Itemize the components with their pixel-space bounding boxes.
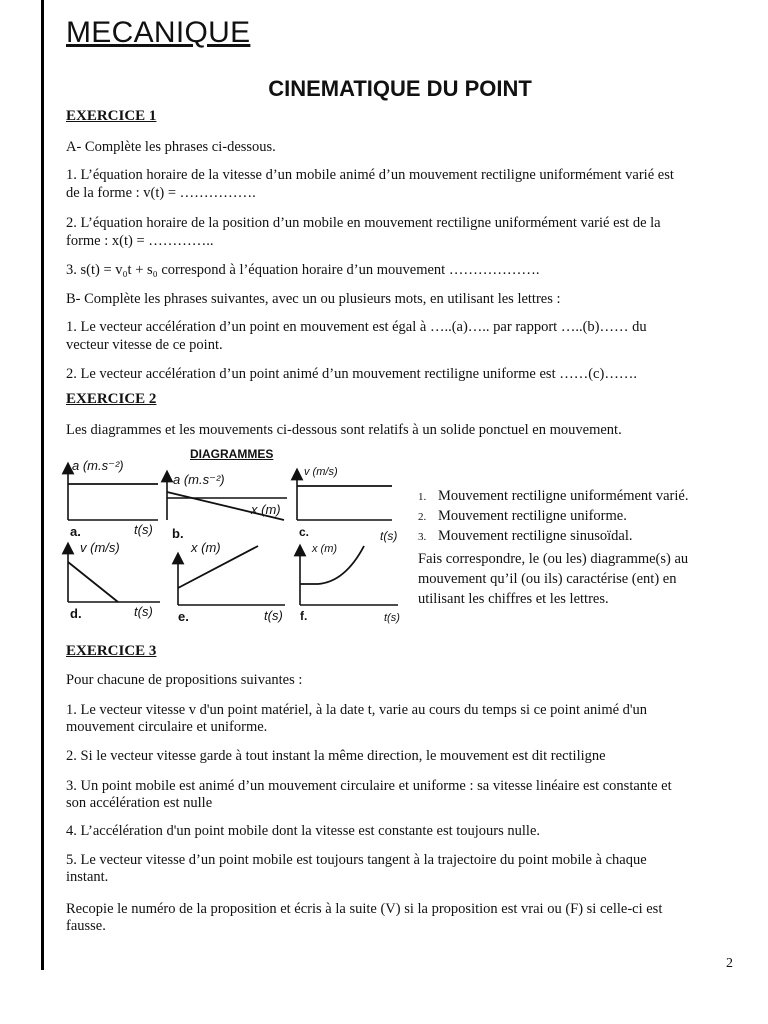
diagram-c-letter: c.: [299, 525, 310, 539]
ex2-intro: Les diagrammes et les mouvements ci-dessous sont relatifs à un solide ponctuel en mouvement.: [66, 422, 622, 438]
ex1-part-a-intro: A- Complète les phrases ci-dessous.: [66, 139, 276, 155]
diagram-a-ylabel: a (m.s⁻²): [72, 458, 124, 473]
page-number: 2: [726, 956, 733, 971]
ex3-p1-line2: mouvement circulaire et uniforme.: [66, 719, 268, 735]
diagram-b-ylabel: a (m.s⁻²): [173, 472, 225, 487]
exercise-2-heading: EXERCICE 2: [66, 391, 157, 407]
diagram-a-xlabel: t(s): [134, 522, 153, 537]
list-item: [418, 487, 688, 507]
ex3-p3-line1: 3. Un point mobile est animé d’un mouvement circulaire et uniforme : sa vitesse linéaire est constante et: [66, 778, 672, 794]
ex1-b1-line1: 1. Le vecteur accélération d’un point en mouvement est égal à …..(a)….. par rapport …..(b)…… du: [66, 319, 647, 335]
diagram-c-ylabel: v (m/s): [304, 466, 338, 478]
ex1-q1-line2: de la forme : v(t) = …………….: [66, 185, 256, 201]
ex2-instruction-line2: mouvement qu’il (ou ils) caractérise (ent) en: [418, 571, 677, 587]
ex1-q1-line1: 1. L’équation horaire de la vitesse d’un mobile animé d’un mouvement rectiligne uniformément varié est: [66, 167, 674, 183]
diagram-f-letter: f.: [300, 609, 308, 623]
ex3-final-line2: fausse.: [66, 918, 106, 934]
exercise-3-heading: EXERCICE 3: [66, 643, 157, 659]
list-item-text: Mouvement rectiligne uniforme.: [438, 508, 627, 524]
diagram-e-xlabel: t(s): [264, 608, 283, 623]
diagram-b-letter: b.: [172, 526, 184, 541]
ex1-part-b-intro: B- Complète les phrases suivantes, avec un ou plusieurs mots, en utilisant les lettres :: [66, 291, 561, 307]
ex1-q2-line1: 2. L’équation horaire de la position d’un mobile en mouvement rectiligne uniformément varié est de la: [66, 215, 661, 231]
diagram-a-letter: a.: [70, 524, 81, 539]
diagram-b-xlabel: x (m): [251, 502, 281, 517]
diagram-f-xlabel: t(s): [384, 612, 400, 624]
diagram-d-letter: d.: [70, 606, 82, 621]
ex3-final-line1: Recopie le numéro de la proposition et écris à la suite (V) si la proposition est vrai ou (F) si celle-ci est: [66, 901, 663, 917]
ex3-intro: Pour chacune de propositions suivantes :: [66, 672, 303, 688]
ex2-instruction: [418, 549, 688, 609]
ex3-p5-line1: 5. Le vecteur vitesse d’un point mobile est toujours tangent à la trajectoire du point mobile à chaque: [66, 852, 647, 868]
ex1-q3: 3. s(t) = v₀t + s₀ correspond à l’équation horaire d’un mouvement ……………….: [66, 262, 540, 278]
ex3-p4: 4. L’accélération d'un point mobile dont la vitesse est constante est toujours nulle.: [66, 823, 541, 839]
list-item-text: Mouvement rectiligne uniformément varié.: [438, 488, 689, 504]
list-item-number: 2.: [418, 511, 427, 523]
diagram-f-ylabel: x (m): [312, 543, 338, 555]
ex1-q2-line2: forme : x(t) = …………..: [66, 233, 214, 249]
ex3-p3-line2: son accélération est nulle: [66, 795, 213, 811]
ex1-b1-line2: vecteur vitesse de ce point.: [66, 337, 223, 353]
ex1-b2: 2. Le vecteur accélération d’un point animé d’un mouvement rectiligne uniforme est ……(c)…….: [66, 366, 637, 382]
diagram-e-ylabel: x (m): [191, 540, 221, 555]
list-item-number: 1.: [418, 491, 427, 503]
list-item: [418, 507, 688, 527]
diagram-d-xlabel: t(s): [134, 604, 153, 619]
list-item-number: 3.: [418, 531, 427, 543]
page-title: MECANIQUE: [66, 16, 251, 49]
diagrams-title: DIAGRAMMES: [190, 447, 274, 461]
page-subtitle: CINEMATIQUE DU POINT: [268, 76, 532, 101]
diagram-e-letter: e.: [178, 609, 189, 624]
ex3-p1-line1: 1. Le vecteur vitesse v d'un point matériel, à la date t, varie au cours du temps si ce point animé d'un: [66, 702, 648, 718]
diagram-d-ylabel: v (m/s): [80, 540, 120, 555]
movement-list: [418, 487, 688, 547]
diagram-c-xlabel: t(s): [380, 529, 398, 543]
list-item: [418, 527, 688, 547]
list-item-text: Mouvement rectiligne sinusoïdal.: [438, 528, 633, 544]
exercise-1-heading: EXERCICE 1: [66, 108, 157, 124]
ex2-instruction-line3: utilisant les chiffres et les lettres.: [418, 591, 609, 607]
ex3-p2: 2. Si le vecteur vitesse garde à tout instant la même direction, le mouvement est dit rectiligne: [66, 748, 606, 764]
ex3-p5-line2: instant.: [66, 869, 109, 885]
diagram-d-curve: [68, 562, 118, 602]
ex2-instruction-line1: Fais correspondre, le (ou les) diagramme(s) au: [418, 551, 689, 567]
